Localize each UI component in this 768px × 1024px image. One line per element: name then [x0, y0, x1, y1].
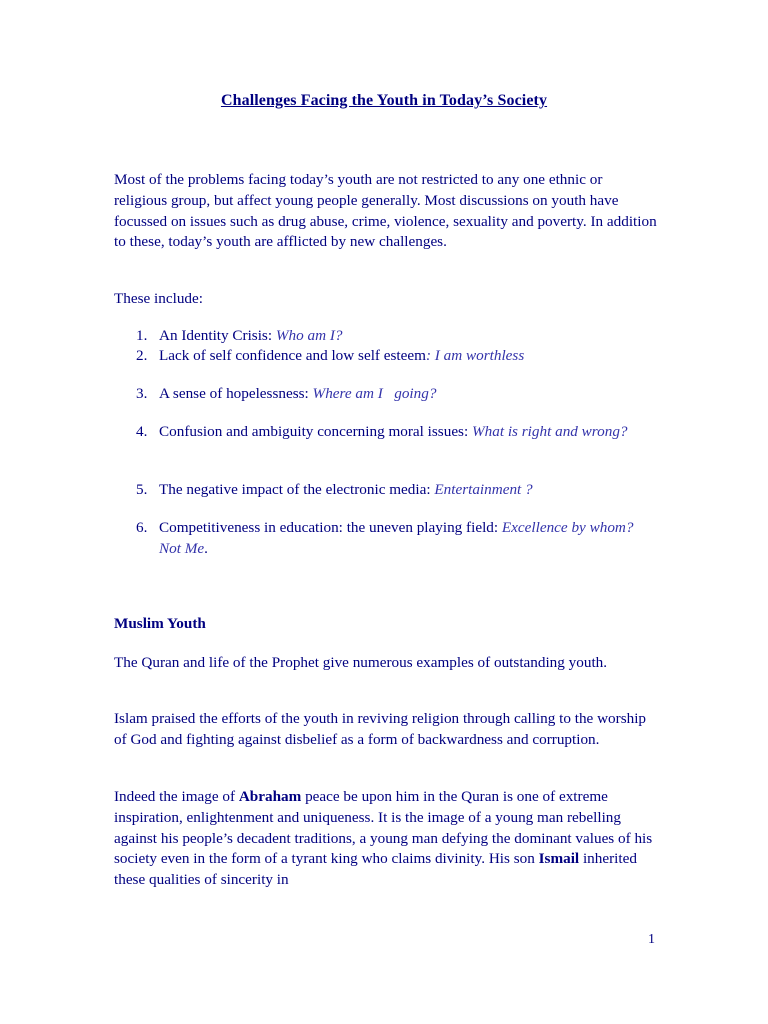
list-item-number: 6.: [136, 519, 148, 536]
list-item-number: 2.: [136, 347, 148, 364]
paragraph: Islam praised the efforts of the youth in reviving religion through calling to the worship of God and fighting against disbelief as a form of backwardness and corruption.: [114, 710, 647, 748]
list-item-number: 5.: [136, 481, 148, 498]
list-item-number: 3.: [136, 385, 148, 402]
list-item-text: Competitiveness in education: the uneven playing field:: [159, 519, 502, 536]
list-item-question: Who am I?: [275, 327, 343, 344]
section-heading: Muslim Youth: [114, 615, 206, 632]
list-item-question: Excellence by whom? Not Me: [159, 519, 634, 557]
list-item-text: Confusion and ambiguity concerning moral issues:: [159, 423, 472, 440]
document-title: Challenges Facing the Youth in Today’s Society: [220, 92, 548, 109]
list-item-question: Entertainment ?: [434, 481, 533, 498]
list-item-number: 4.: [136, 423, 148, 440]
paragraph: Indeed the image of Abraham peace be upon him in the Quran is one of extreme inspiration, enlightenment and uniqueness. It is the image of a young man rebelling against his people’s decadent traditions, a young man defying the dominant values of his society even in the form of a tyrant king who claims divinity. His son Ismail inherited these qualities of sincerity in: [114, 788, 653, 889]
list-item-question: : I am worthless: [425, 347, 525, 364]
these-include-label: These include:: [114, 290, 203, 307]
page-number: 1: [648, 932, 655, 947]
list-item-text: A sense of hopelessness:: [159, 385, 313, 402]
list-item-period: .: [204, 539, 208, 557]
list-item-number: 1.: [136, 327, 148, 344]
list-item-text: Lack of self confidence and low self esteem: [159, 347, 426, 364]
list-item-question: What is right and wrong?: [471, 423, 628, 440]
list-item-question: Where am I going?: [312, 385, 437, 402]
list-item-text: The negative impact of the electronic media:: [159, 481, 435, 498]
emphasis-abraham: Abraham: [238, 788, 302, 805]
paragraph: The Quran and life of the Prophet give numerous examples of outstanding youth.: [114, 654, 608, 671]
emphasis-ismail: Ismail: [538, 850, 580, 868]
list-item-text: An Identity Crisis:: [159, 327, 276, 344]
intro-paragraph: Most of the problems facing today’s youth are not restricted to any one ethnic or religious group, but affect young people generally. Most discussions on youth have focussed on issues such as drug abuse, crime, violence, sexuality and poverty. In addition to these, today’s youth are afflicted by new challenges.: [114, 171, 657, 251]
